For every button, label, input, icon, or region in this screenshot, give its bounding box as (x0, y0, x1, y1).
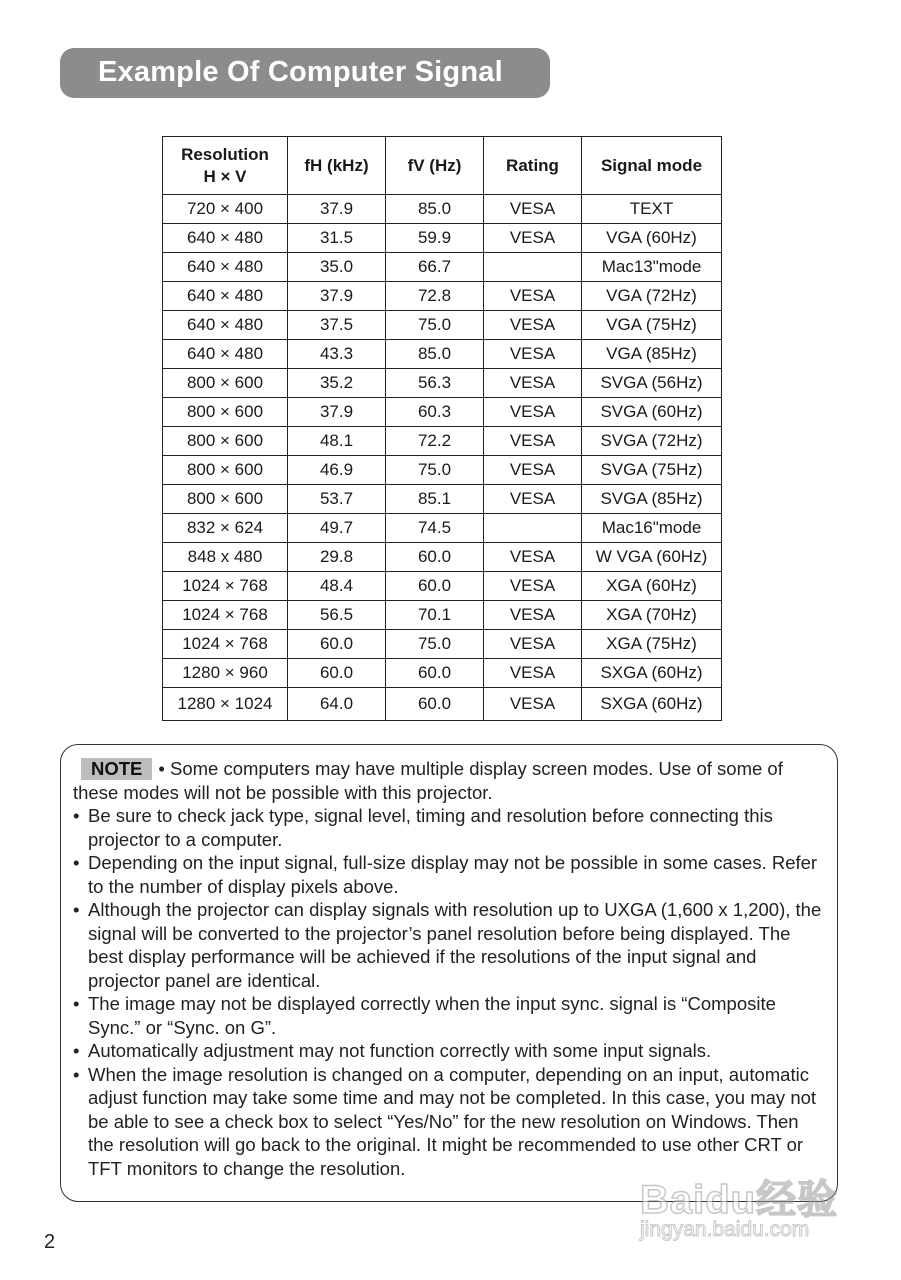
cell-rating: VESA (484, 195, 582, 224)
cell-fv: 60.0 (386, 659, 484, 688)
cell-rating: VESA (484, 224, 582, 253)
cell-fv: 66.7 (386, 253, 484, 282)
table-row (163, 630, 722, 659)
cell-resolution: 848 x 480 (163, 543, 288, 572)
cell-signal-mode: SVGA (85Hz) (582, 485, 722, 514)
table-body (163, 195, 722, 721)
cell-fh: 35.2 (288, 369, 386, 398)
cell-fv: 75.0 (386, 311, 484, 340)
cell-rating: VESA (484, 659, 582, 688)
bullet-icon: • (73, 993, 80, 1014)
header-fh: fH (kHz) (288, 137, 386, 195)
note-intro-bullet: • (158, 758, 165, 779)
cell-rating: VESA (484, 601, 582, 630)
cell-signal-mode: VGA (72Hz) (582, 282, 722, 311)
cell-signal-mode: VGA (75Hz) (582, 311, 722, 340)
cell-resolution: 1024 × 768 (163, 630, 288, 659)
cell-signal-mode: SVGA (56Hz) (582, 369, 722, 398)
bullet-icon: • (73, 1063, 80, 1085)
cell-rating: VESA (484, 485, 582, 514)
table-row (163, 601, 722, 630)
bullet-icon: • (73, 899, 80, 920)
cell-signal-mode: XGA (70Hz) (582, 601, 722, 630)
cell-resolution: 1024 × 768 (163, 572, 288, 601)
cell-signal-mode: VGA (60Hz) (582, 224, 722, 253)
cell-fv: 60.0 (386, 543, 484, 572)
cell-resolution: 640 × 480 (163, 311, 288, 340)
cell-rating: VESA (484, 630, 582, 659)
cell-fv: 56.3 (386, 369, 484, 398)
cell-fh: 37.5 (288, 311, 386, 340)
bullet-icon: • (73, 1040, 80, 1061)
table-row (163, 311, 722, 340)
cell-signal-mode: SVGA (60Hz) (582, 398, 722, 427)
cell-rating: VESA (484, 543, 582, 572)
cell-rating: VESA (484, 427, 582, 456)
table-row (163, 195, 722, 224)
cell-fv: 60.3 (386, 398, 484, 427)
bullet-icon: • (73, 852, 80, 873)
cell-signal-mode: TEXT (582, 195, 722, 224)
cell-fv: 60.0 (386, 688, 484, 721)
note-item-text: When the image resolution is changed on a computer, depending on an input, automatic adjust function may take some time and may not be completed. In this case, you may not be able to see a check box to select “Yes/No” for the new resolution on Windows. Then the resolution will go back to the original. It might be recommended to use other CRT or TFT monitors to change the resolution. (88, 1063, 817, 1179)
note-intro (73, 757, 823, 804)
table-row (163, 398, 722, 427)
cell-fh: 37.9 (288, 282, 386, 311)
note-item (73, 898, 823, 992)
cell-fh: 53.7 (288, 485, 386, 514)
table-row (163, 659, 722, 688)
note-item-text: Depending on the input signal, full-size display may not be possible in some cases. Refer to the number of display pixels above. (88, 852, 818, 897)
cell-signal-mode: Mac16"mode (582, 514, 722, 543)
cell-fh: 64.0 (288, 688, 386, 721)
note-item-text: Be sure to check jack type, signal level, timing and resolution before connecting this projector to a computer. (88, 805, 773, 850)
header-resolution-line2: H × V (203, 166, 247, 186)
table-row (163, 485, 722, 514)
note-item (73, 851, 823, 898)
table-row (163, 282, 722, 311)
cell-rating: VESA (484, 369, 582, 398)
header-fv: fV (Hz) (386, 137, 484, 195)
table-row (163, 369, 722, 398)
cell-fv: 70.1 (386, 601, 484, 630)
cell-rating: VESA (484, 456, 582, 485)
cell-signal-mode: SVGA (72Hz) (582, 427, 722, 456)
note-item-text: Automatically adjustment may not function correctly with some input signals. (88, 1040, 712, 1061)
cell-fh: 48.4 (288, 572, 386, 601)
table-row (163, 253, 722, 282)
page-title: Example Of Computer Signal (98, 56, 503, 88)
cell-rating: VESA (484, 340, 582, 369)
note-item-text: Although the projector can display signals with resolution up to UXGA (1,600 x 1,200), the signal will be converted to the projector’s panel resolution before being displayed. The best display performance will be achieved if the resolutions of the input signal and projector panel are identical. (88, 899, 822, 991)
cell-signal-mode: SXGA (60Hz) (582, 688, 722, 721)
table-row (163, 543, 722, 572)
cell-rating: VESA (484, 282, 582, 311)
cell-rating: VESA (484, 311, 582, 340)
table-row (163, 456, 722, 485)
cell-fv: 85.0 (386, 195, 484, 224)
cell-fh: 29.8 (288, 543, 386, 572)
cell-resolution: 1280 × 1024 (163, 688, 288, 721)
cell-resolution: 640 × 480 (163, 253, 288, 282)
table-header-row (163, 137, 722, 195)
cell-fh: 31.5 (288, 224, 386, 253)
note-content (73, 757, 823, 1180)
cell-resolution: 800 × 600 (163, 398, 288, 427)
cell-fh: 43.3 (288, 340, 386, 369)
cell-fh: 49.7 (288, 514, 386, 543)
cell-fv: 60.0 (386, 572, 484, 601)
page-number: 2 (44, 1231, 56, 1253)
note-item-text: The image may not be displayed correctly when the input sync. signal is “Composite Sync.” or “Sync. on G”. (88, 993, 776, 1038)
cell-resolution: 640 × 480 (163, 224, 288, 253)
note-item (73, 992, 823, 1039)
cell-resolution: 800 × 600 (163, 369, 288, 398)
table-row (163, 572, 722, 601)
cell-fh: 60.0 (288, 659, 386, 688)
note-item (73, 1039, 823, 1063)
cell-fv: 72.8 (386, 282, 484, 311)
cell-resolution: 832 × 624 (163, 514, 288, 543)
table-row (163, 340, 722, 369)
cell-fh: 46.9 (288, 456, 386, 485)
cell-signal-mode: XGA (60Hz) (582, 572, 722, 601)
header-rating: Rating (484, 137, 582, 195)
table-row (163, 427, 722, 456)
cell-signal-mode: W VGA (60Hz) (582, 543, 722, 572)
cell-fh: 37.9 (288, 398, 386, 427)
note-tag: NOTE (81, 758, 152, 780)
cell-fv: 72.2 (386, 427, 484, 456)
cell-rating: VESA (484, 398, 582, 427)
cell-rating: VESA (484, 688, 582, 721)
cell-fv: 85.1 (386, 485, 484, 514)
cell-fh: 48.1 (288, 427, 386, 456)
note-intro-text: Some computers may have multiple display screen modes. Use of some of these modes will not be possible with this projector. (73, 758, 783, 803)
cell-rating (484, 253, 582, 282)
cell-signal-mode: Mac13"mode (582, 253, 722, 282)
cell-signal-mode: VGA (85Hz) (582, 340, 722, 369)
cell-resolution: 800 × 600 (163, 456, 288, 485)
cell-resolution: 640 × 480 (163, 282, 288, 311)
cell-fh: 35.0 (288, 253, 386, 282)
cell-fh: 37.9 (288, 195, 386, 224)
cell-signal-mode: SXGA (60Hz) (582, 659, 722, 688)
cell-rating (484, 514, 582, 543)
cell-fh: 56.5 (288, 601, 386, 630)
cell-fh: 60.0 (288, 630, 386, 659)
cell-fv: 59.9 (386, 224, 484, 253)
bullet-icon: • (73, 805, 80, 826)
header-signal-mode: Signal mode (582, 137, 722, 195)
header-resolution (163, 137, 288, 195)
cell-rating: VESA (484, 572, 582, 601)
cell-resolution: 720 × 400 (163, 195, 288, 224)
cell-resolution: 1280 × 960 (163, 659, 288, 688)
cell-fv: 75.0 (386, 456, 484, 485)
watermark (640, 1150, 850, 1250)
note-list (73, 804, 823, 1180)
cell-signal-mode: SVGA (75Hz) (582, 456, 722, 485)
header-resolution-line1: Resolution (181, 144, 269, 164)
cell-fv: 85.0 (386, 340, 484, 369)
cell-resolution: 800 × 600 (163, 427, 288, 456)
table-row (163, 688, 722, 721)
note-item (73, 804, 823, 851)
cell-signal-mode: XGA (75Hz) (582, 630, 722, 659)
table-row (163, 514, 722, 543)
cell-resolution: 640 × 480 (163, 340, 288, 369)
section-title-banner (60, 48, 550, 98)
watermark-brand: Baidu经验 (640, 1178, 839, 1222)
watermark-url: jingyan.baidu.com (640, 1218, 810, 1241)
cell-fv: 75.0 (386, 630, 484, 659)
cell-resolution: 800 × 600 (163, 485, 288, 514)
cell-fv: 74.5 (386, 514, 484, 543)
cell-resolution: 1024 × 768 (163, 601, 288, 630)
computer-signal-table (162, 136, 722, 721)
table-row (163, 224, 722, 253)
